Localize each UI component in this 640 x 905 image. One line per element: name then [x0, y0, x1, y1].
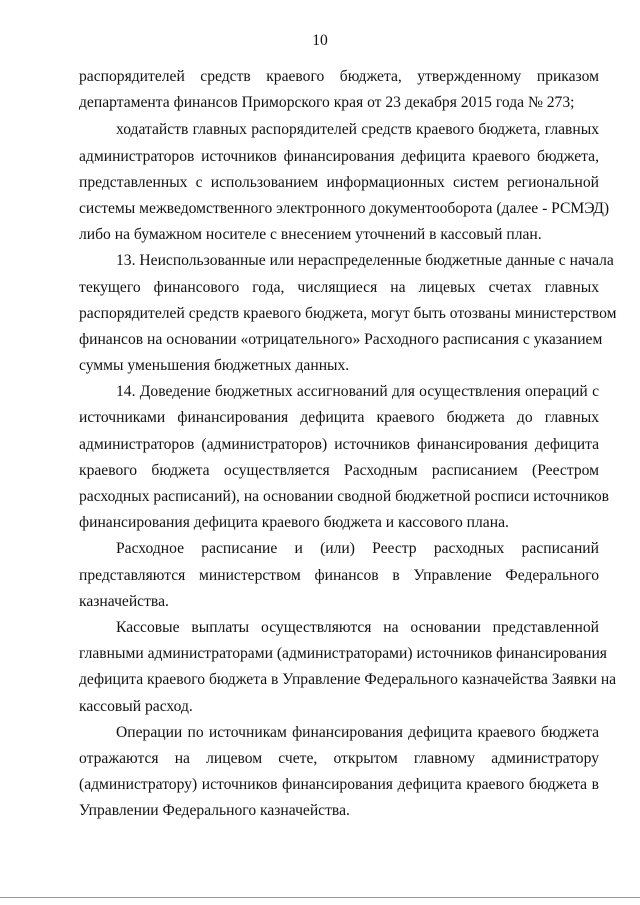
text-line: администраторов источников финансирования дефицита краевого бюджета,	[79, 147, 599, 165]
text-line: Расходное расписание и (или) Реестр расходных расписаний	[116, 540, 599, 558]
page-number: 10	[312, 32, 328, 49]
paragraph-cash-payments	[79, 615, 617, 720]
text-line: распорядителей средств краевого бюджета, могут быть отозваны министерством	[79, 304, 617, 322]
text-line: Управлении Федерального казначейства.	[79, 802, 350, 820]
text-line: финансов на основании «отрицательного» Расходного расписания с указанием	[79, 330, 603, 348]
text-line: краевого бюджета осуществляется Расходным расписанием (Реестром	[79, 461, 599, 479]
text-line: текущего финансового года, числящиеся на лицевых счетах главных	[79, 278, 599, 296]
text-line: либо на бумажном носителе с внесением уточнений в кассовый план.	[79, 226, 542, 244]
paragraph-continuation	[79, 64, 599, 116]
paragraph-operations	[79, 720, 599, 825]
text-line: отражаются на лицевом счете, открытом главному администратору	[79, 749, 599, 767]
text-line: ходатайств главных распорядителей средств краевого бюджета, главных	[116, 121, 599, 139]
paragraph-item-14	[79, 379, 610, 536]
text-line: суммы уменьшения бюджетных данных.	[79, 357, 350, 375]
text-line: казначейства.	[79, 592, 169, 610]
text-line: 13. Неиспользованные или нераспределенные бюджетные данные с начала	[116, 252, 614, 270]
text-line: расходных расписаний), на основании сводной бюджетной росписи источников	[79, 488, 610, 505]
text-line: дефицита краевого бюджета в Управление Федерального казначейства Заявки на	[79, 671, 617, 689]
text-line: (администратору) источников финансирования дефицита краевого бюджета в	[79, 776, 599, 794]
text-line: администраторов (администраторов) источников финансирования дефицита	[79, 435, 599, 453]
text-line: кассовый расход.	[79, 697, 193, 715]
text-line: Операции по источникам финансирования дефицита краевого бюджета	[116, 723, 599, 741]
paragraph-expense-schedule	[79, 536, 599, 615]
text-line: Кассовые выплаты осуществляются на основании представленной	[116, 618, 599, 636]
text-line: представленных с использованием информационных систем региональной	[79, 173, 599, 191]
text-line: департамента финансов Приморского края от 23 декабря 2015 года № 273;	[79, 94, 575, 112]
text-line: 14. Доведение бюджетных ассигнований для осуществления операций с	[116, 383, 599, 401]
text-line: источниками финансирования дефицита краевого бюджета до главных	[79, 409, 599, 427]
document-body	[79, 64, 617, 824]
text-line: главными администраторами (администраторами) источников финансирования	[79, 645, 607, 663]
paragraph-item-13	[79, 248, 617, 379]
text-line: представляются министерством финансов в Управление Федерального	[79, 566, 599, 584]
text-line: системы межведомственного электронного документооборота (далее - РСМЭД)	[79, 199, 610, 217]
text-line: финансирования дефицита краевого бюджета и кассового плана.	[79, 514, 509, 532]
bottom-edge-line	[0, 897, 640, 898]
text-line: распорядителей средств краевого бюджета, утвержденному приказом	[79, 68, 599, 85]
paragraph-petitions	[79, 117, 610, 248]
